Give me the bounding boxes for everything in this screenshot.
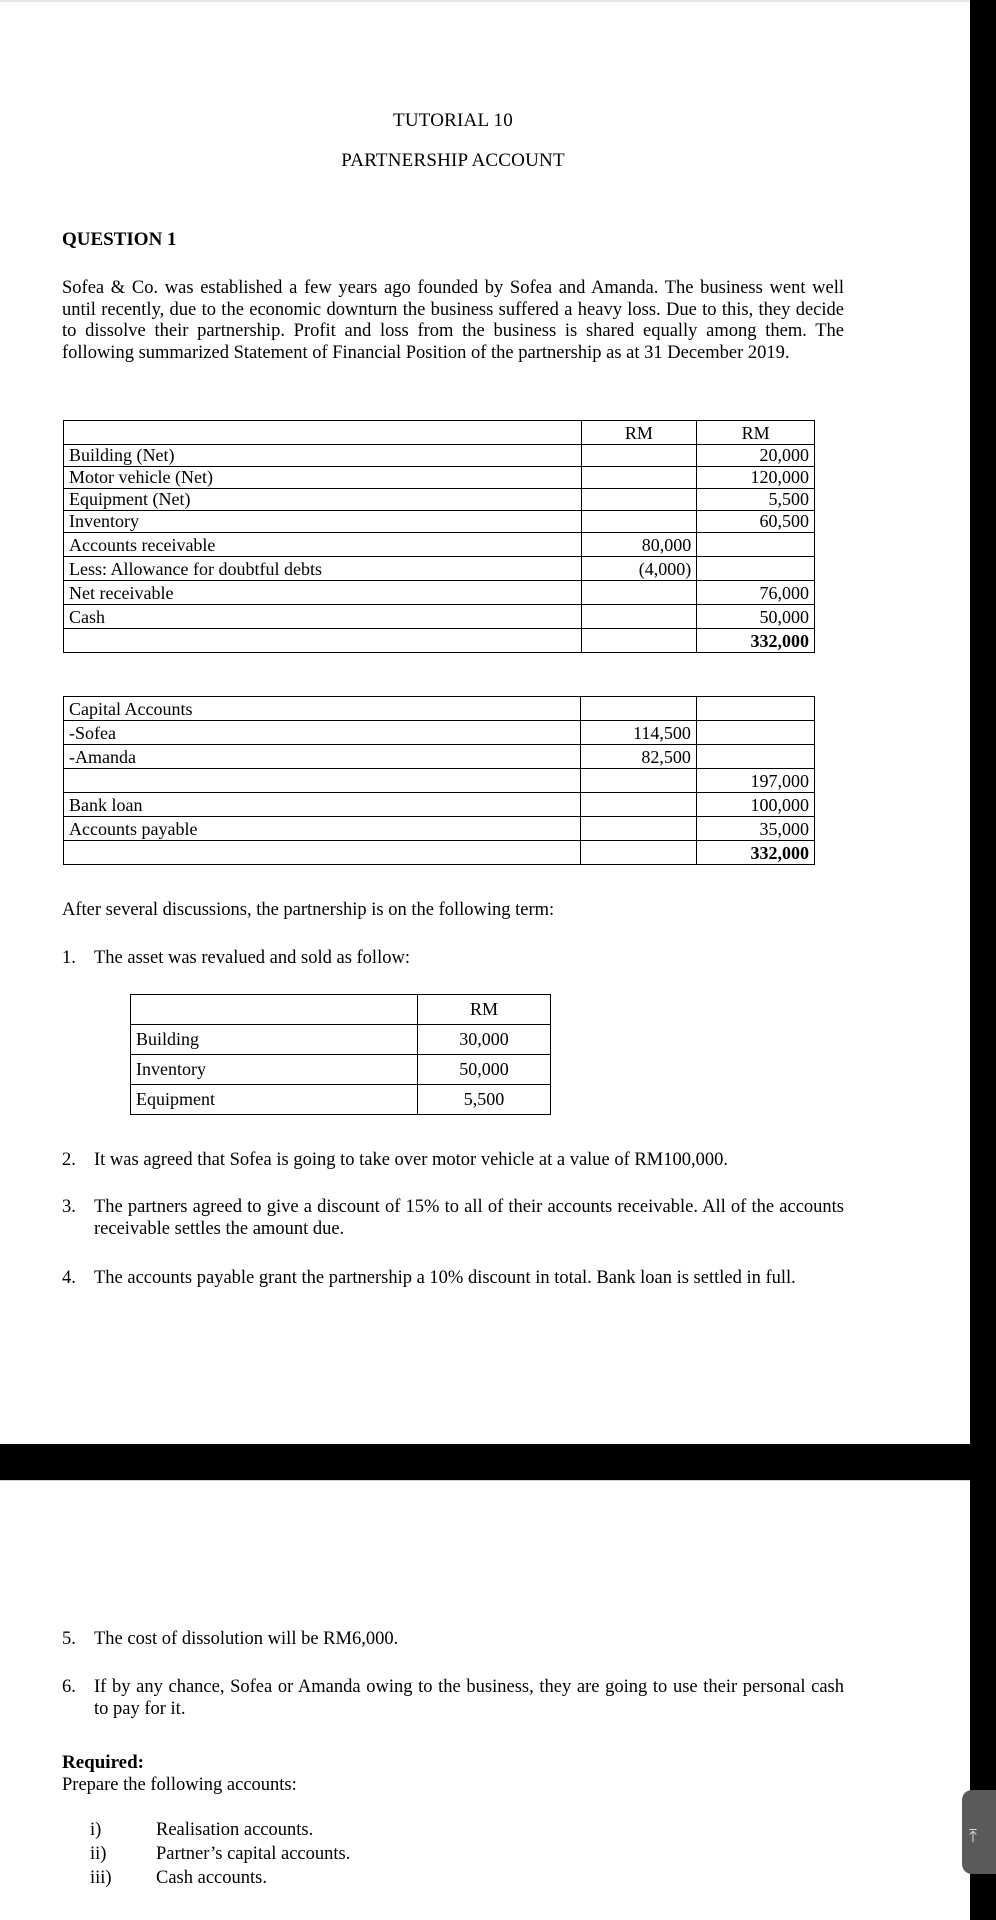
revaluation-table [130,994,551,1115]
right-edge-bar [970,0,996,1920]
table-row [64,721,815,745]
table-row [64,697,815,721]
row-label: Accounts payable [64,817,581,841]
row-subtotal [581,489,697,511]
row-subtotal [580,817,696,841]
terms-intro: After several discussions, the partnership is on the following term: [62,900,555,920]
page-subtitle: PARTNERSHIP ACCOUNT [341,150,565,171]
row-amount [697,533,815,557]
header-cell-label [131,995,418,1025]
row-subtotal [580,793,696,817]
row-subtotal: (4,000) [581,557,697,581]
required-item-text: Cash accounts. [156,1868,267,1888]
required-item-number: iii) [90,1868,112,1888]
row-amount: 30,000 [418,1025,551,1055]
row-amount: 76,000 [697,581,815,605]
row-label: Accounts receivable [64,533,582,557]
row-subtotal [581,605,697,629]
side-scroll-handle[interactable] [962,1790,996,1874]
row-amount [697,557,815,581]
row-label: Capital Accounts [64,697,581,721]
row-label: -Sofea [64,721,581,745]
row-label: Equipment [131,1085,418,1115]
row-label: Bank loan [64,793,581,817]
row-label: Inventory [131,1055,418,1085]
term-number: 2. [62,1150,76,1170]
row-amount [696,697,814,721]
table-row [64,793,815,817]
required-item-text: Realisation accounts. [156,1820,314,1840]
row-amount: 50,000 [697,605,815,629]
table-row [131,1025,551,1055]
row-label: Equipment (Net) [64,489,582,511]
row-amount: 197,000 [696,769,814,793]
term-number: 4. [62,1268,76,1288]
table-header-row [64,421,815,445]
term-number: 5. [62,1629,76,1649]
total-subtotal [581,629,697,653]
row-amount: 100,000 [696,793,814,817]
row-label: Building [131,1025,418,1055]
term-number: 1. [62,948,76,968]
row-label: Motor vehicle (Net) [64,467,582,489]
row-amount: 35,000 [696,817,814,841]
top-divider [0,0,970,2]
table-row [64,489,815,511]
capital-liabilities-table [63,696,815,865]
assets-table [63,420,815,653]
row-subtotal: 114,500 [580,721,696,745]
total-amount: 332,000 [696,841,814,865]
row-amount: 20,000 [697,445,815,467]
row-subtotal [581,445,697,467]
total-amount: 332,000 [697,629,815,653]
table-row [64,511,815,533]
table-row [64,445,815,467]
term-number: 3. [62,1197,76,1217]
required-item-number: i) [90,1820,102,1840]
page-break-line [0,1480,970,1481]
row-label: Less: Allowance for doubtful debts [64,557,582,581]
term-text: The cost of dissolution will be RM6,000. [94,1629,399,1649]
row-label: Cash [64,605,582,629]
required-item-text: Partner’s capital accounts. [156,1844,351,1864]
term-text: The asset was revalued and sold as follow: [94,948,410,968]
required-item-number: ii) [90,1844,107,1864]
table-row [64,467,815,489]
row-amount: 5,500 [418,1085,551,1115]
row-amount [696,721,814,745]
table-row [64,745,815,769]
row-amount: 50,000 [418,1055,551,1085]
row-label [64,769,581,793]
table-row [64,533,815,557]
table-total-row [64,629,815,653]
table-row [64,581,815,605]
question-intro: Sofea & Co. was established a few years ago founded by Sofea and Amanda. The business went well until recently, due to the economic downturn the business suffered a heavy loss. Due to this, they decide to dissolve their partnership. Profit and loss from the business is shared equally among them. The following summarized Statement of Financial Position of the partnership as at 31 December 2019. [62,278,844,363]
row-subtotal [580,697,696,721]
table-row [64,817,815,841]
total-subtotal [580,841,696,865]
table-row [131,1085,551,1115]
row-amount: 120,000 [697,467,815,489]
page-separator-band [0,1444,970,1480]
row-amount: 60,500 [697,511,815,533]
question-heading: QUESTION 1 [62,229,177,250]
row-subtotal [581,581,697,605]
term-text: The partners agreed to give a discount of 15% to all of their accounts receivable. All of the accounts receivable settles the amount due. [94,1197,844,1239]
header-cell-label [64,421,582,445]
row-label: -Amanda [64,745,581,769]
row-subtotal: 80,000 [581,533,697,557]
row-label: Net receivable [64,581,582,605]
header-cell-rm: RM [418,995,551,1025]
table-header-row [131,995,551,1025]
row-amount: 5,500 [697,489,815,511]
header-cell-rm: RM [581,421,697,445]
term-text: The accounts payable grant the partnership a 10% discount in total. Bank loan is settled in full. [94,1268,796,1288]
term-text: It was agreed that Sofea is going to take over motor vehicle at a value of RM100,000. [94,1150,728,1170]
row-label: Inventory [64,511,582,533]
table-row [64,605,815,629]
term-text: If by any chance, Sofea or Amanda owing to the business, they are going to use their personal cash to pay for it. [94,1677,844,1719]
table-row [131,1055,551,1085]
row-amount [696,745,814,769]
table-row [64,557,815,581]
row-label: Building (Net) [64,445,582,467]
header-cell-rm: RM [697,421,815,445]
table-row [64,769,815,793]
row-subtotal [581,511,697,533]
term-number: 6. [62,1677,76,1697]
table-total-row [64,841,815,865]
row-subtotal [581,467,697,489]
row-subtotal [580,769,696,793]
scroll-to-top-icon: ⤒ [969,1826,977,1847]
page-title: TUTORIAL 10 [393,110,513,131]
required-instruction: Prepare the following accounts: [62,1775,297,1795]
total-label [64,629,582,653]
required-heading: Required: [62,1752,144,1773]
row-subtotal: 82,500 [580,745,696,769]
total-label [64,841,581,865]
